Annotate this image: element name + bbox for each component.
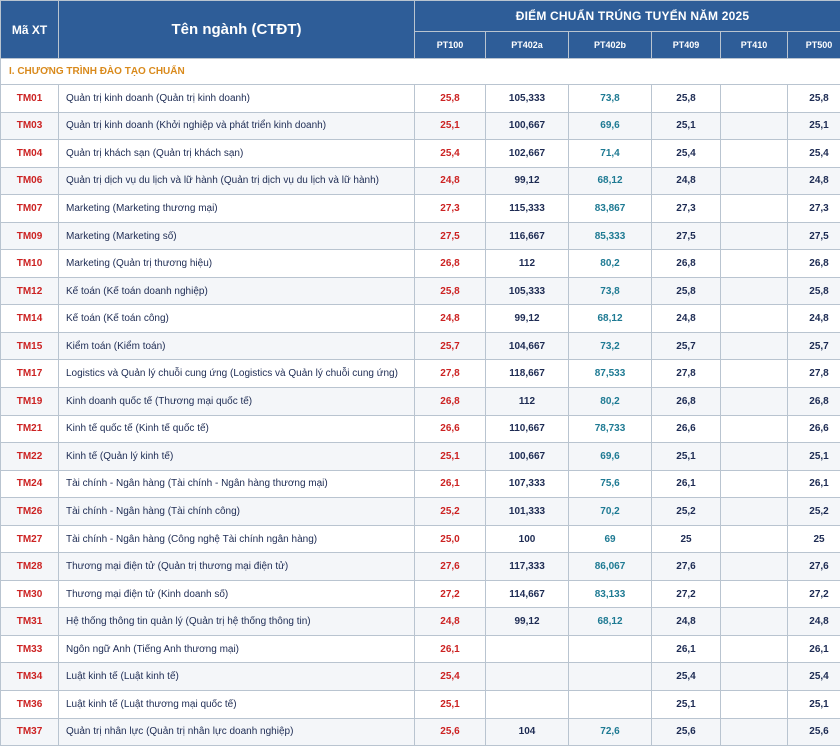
pt100-score-cell: 24,8 <box>415 167 486 195</box>
pt100-score-cell: 25,1 <box>415 112 486 140</box>
program-name-cell: Quản trị kinh doanh (Khởi nghiệp và phát triển kinh doanh) <box>59 112 415 140</box>
program-name-cell: Quản trị nhân lực (Quản trị nhân lực doanh nghiệp) <box>59 718 415 746</box>
program-name-cell: Tài chính - Ngân hàng (Công nghệ Tài chính ngân hàng) <box>59 525 415 553</box>
pt402b-score-cell: 85,333 <box>569 222 652 250</box>
pt500-score-cell: 27,6 <box>788 553 840 581</box>
pt410-score-cell <box>721 525 788 553</box>
program-name-cell: Luật kinh tế (Luật thương mại quốc tế) <box>59 691 415 719</box>
pt402b-score-cell: 68,12 <box>569 608 652 636</box>
pt402a-column-header: PT402a <box>486 32 569 59</box>
pt402a-score-cell: 112 <box>486 250 569 278</box>
program-code-cell: TM22 <box>1 443 59 471</box>
table-row <box>1 663 840 691</box>
program-name-cell: Ngôn ngữ Anh (Tiếng Anh thương mại) <box>59 635 415 663</box>
table-row <box>1 388 840 416</box>
pt402b-score-cell: 72,6 <box>569 718 652 746</box>
table-row <box>1 222 840 250</box>
program-name-cell: Kế toán (Kế toán công) <box>59 305 415 333</box>
score-group-header: ĐIỂM CHUẨN TRÚNG TUYỂN NĂM 2025 <box>415 1 840 32</box>
pt100-score-cell: 25,4 <box>415 663 486 691</box>
code-column-header: Mã XT <box>1 1 59 59</box>
pt410-score-cell <box>721 85 788 113</box>
table-row <box>1 443 840 471</box>
pt410-score-cell <box>721 718 788 746</box>
pt409-score-cell: 25,8 <box>652 277 721 305</box>
pt500-score-cell: 27,5 <box>788 222 840 250</box>
program-name-cell: Kinh doanh quốc tế (Thương mại quốc tế) <box>59 388 415 416</box>
table-header <box>1 1 840 59</box>
pt500-score-cell: 26,8 <box>788 250 840 278</box>
pt100-score-cell: 27,5 <box>415 222 486 250</box>
pt402a-score-cell: 104,667 <box>486 332 569 360</box>
program-code-cell: TM30 <box>1 580 59 608</box>
table-row <box>1 167 840 195</box>
pt409-score-cell: 24,8 <box>652 167 721 195</box>
program-code-cell: TM33 <box>1 635 59 663</box>
pt409-score-cell: 25,2 <box>652 498 721 526</box>
pt402a-score-cell: 110,667 <box>486 415 569 443</box>
pt409-score-cell: 27,5 <box>652 222 721 250</box>
program-name-cell: Quản trị khách sạn (Quản trị khách sạn) <box>59 140 415 168</box>
pt402a-score-cell: 100,667 <box>486 112 569 140</box>
pt402b-score-cell <box>569 635 652 663</box>
pt402b-score-cell: 69 <box>569 525 652 553</box>
pt500-score-cell: 25,4 <box>788 140 840 168</box>
pt402a-score-cell: 100 <box>486 525 569 553</box>
pt500-score-cell: 26,1 <box>788 635 840 663</box>
pt409-score-cell: 25,8 <box>652 85 721 113</box>
pt500-score-cell: 25,7 <box>788 332 840 360</box>
pt500-score-cell: 25,1 <box>788 443 840 471</box>
program-name-cell: Tài chính - Ngân hàng (Tài chính - Ngân hàng thương mại) <box>59 470 415 498</box>
program-name-cell: Kinh tế (Quản lý kinh tế) <box>59 443 415 471</box>
pt410-score-cell <box>721 167 788 195</box>
pt410-score-cell <box>721 415 788 443</box>
pt402b-score-cell: 73,8 <box>569 277 652 305</box>
pt500-score-cell: 26,6 <box>788 415 840 443</box>
pt500-score-cell: 25,1 <box>788 112 840 140</box>
pt100-score-cell: 25,0 <box>415 525 486 553</box>
pt409-score-cell: 25,4 <box>652 663 721 691</box>
program-name-cell: Logistics và Quản lý chuỗi cung ứng (Logistics và Quản lý chuỗi cung ứng) <box>59 360 415 388</box>
table-row <box>1 277 840 305</box>
pt100-score-cell: 25,8 <box>415 85 486 113</box>
pt409-score-cell: 25,1 <box>652 112 721 140</box>
pt409-score-cell: 26,8 <box>652 250 721 278</box>
program-name-cell: Hệ thống thông tin quản lý (Quản trị hệ thống thông tin) <box>59 608 415 636</box>
pt100-score-cell: 25,8 <box>415 277 486 305</box>
pt409-score-cell: 26,1 <box>652 635 721 663</box>
table-row <box>1 691 840 719</box>
pt500-score-cell: 25,4 <box>788 663 840 691</box>
pt402a-score-cell: 118,667 <box>486 360 569 388</box>
pt409-column-header: PT409 <box>652 32 721 59</box>
program-code-cell: TM31 <box>1 608 59 636</box>
pt100-score-cell: 26,1 <box>415 635 486 663</box>
pt402b-score-cell: 75,6 <box>569 470 652 498</box>
program-code-cell: TM26 <box>1 498 59 526</box>
pt402a-score-cell: 99,12 <box>486 305 569 333</box>
program-code-cell: TM21 <box>1 415 59 443</box>
pt410-score-cell <box>721 112 788 140</box>
pt409-score-cell: 25,4 <box>652 140 721 168</box>
program-code-cell: TM10 <box>1 250 59 278</box>
pt100-score-cell: 24,8 <box>415 608 486 636</box>
pt402a-score-cell <box>486 691 569 719</box>
pt100-score-cell: 24,8 <box>415 305 486 333</box>
program-name-cell: Luật kinh tế (Luật kinh tế) <box>59 663 415 691</box>
section-title: I. CHƯƠNG TRÌNH ĐÀO TẠO CHUẨN <box>1 59 840 85</box>
pt500-score-cell: 26,8 <box>788 388 840 416</box>
program-name-cell: Quản trị kinh doanh (Quản trị kinh doanh) <box>59 85 415 113</box>
pt402b-score-cell: 83,133 <box>569 580 652 608</box>
program-code-cell: TM03 <box>1 112 59 140</box>
pt100-score-cell: 26,1 <box>415 470 486 498</box>
pt409-score-cell: 25,7 <box>652 332 721 360</box>
table-row <box>1 360 840 388</box>
pt100-score-cell: 26,8 <box>415 388 486 416</box>
program-code-cell: TM09 <box>1 222 59 250</box>
pt402b-score-cell: 71,4 <box>569 140 652 168</box>
program-code-cell: TM34 <box>1 663 59 691</box>
pt100-score-cell: 27,3 <box>415 195 486 223</box>
program-name-cell: Kinh tế quốc tế (Kinh tế quốc tế) <box>59 415 415 443</box>
pt402a-score-cell: 117,333 <box>486 553 569 581</box>
pt402b-score-cell: 80,2 <box>569 250 652 278</box>
pt410-score-cell <box>721 443 788 471</box>
table-row <box>1 635 840 663</box>
table-row <box>1 525 840 553</box>
program-name-cell: Quản trị dịch vụ du lịch và lữ hành (Quản trị dịch vụ du lịch và lữ hành) <box>59 167 415 195</box>
program-code-cell: TM04 <box>1 140 59 168</box>
pt402b-score-cell: 87,533 <box>569 360 652 388</box>
pt410-score-cell <box>721 195 788 223</box>
pt500-score-cell: 27,2 <box>788 580 840 608</box>
pt402b-score-cell: 73,2 <box>569 332 652 360</box>
pt409-score-cell: 25 <box>652 525 721 553</box>
pt100-score-cell: 26,6 <box>415 415 486 443</box>
pt410-score-cell <box>721 360 788 388</box>
pt500-score-cell: 25,1 <box>788 691 840 719</box>
pt402b-score-cell: 78,733 <box>569 415 652 443</box>
program-code-cell: TM19 <box>1 388 59 416</box>
pt410-score-cell <box>721 140 788 168</box>
pt100-score-cell: 25,1 <box>415 691 486 719</box>
table-row <box>1 305 840 333</box>
table-row <box>1 580 840 608</box>
program-code-cell: TM14 <box>1 305 59 333</box>
pt100-score-cell: 26,8 <box>415 250 486 278</box>
pt100-score-cell: 27,2 <box>415 580 486 608</box>
pt409-score-cell: 26,8 <box>652 388 721 416</box>
pt402b-score-cell <box>569 691 652 719</box>
table-row <box>1 332 840 360</box>
pt402b-score-cell: 68,12 <box>569 167 652 195</box>
pt410-score-cell <box>721 553 788 581</box>
pt410-score-cell <box>721 663 788 691</box>
pt402a-score-cell <box>486 635 569 663</box>
pt410-score-cell <box>721 608 788 636</box>
pt100-column-header: PT100 <box>415 32 486 59</box>
program-name-cell: Kế toán (Kế toán doanh nghiệp) <box>59 277 415 305</box>
pt100-score-cell: 25,6 <box>415 718 486 746</box>
table-row <box>1 250 840 278</box>
name-column-header: Tên ngành (CTĐT) <box>59 1 415 59</box>
table-row <box>1 415 840 443</box>
pt500-score-cell: 25,2 <box>788 498 840 526</box>
table-body <box>1 59 840 746</box>
section-row <box>1 59 840 85</box>
pt402b-score-cell: 86,067 <box>569 553 652 581</box>
pt402b-score-cell: 70,2 <box>569 498 652 526</box>
pt500-score-cell: 24,8 <box>788 608 840 636</box>
pt500-column-header: PT500 <box>788 32 840 59</box>
program-code-cell: TM37 <box>1 718 59 746</box>
pt409-score-cell: 24,8 <box>652 305 721 333</box>
pt402a-score-cell: 115,333 <box>486 195 569 223</box>
pt402b-score-cell: 80,2 <box>569 388 652 416</box>
pt409-score-cell: 27,3 <box>652 195 721 223</box>
pt410-score-cell <box>721 250 788 278</box>
program-code-cell: TM28 <box>1 553 59 581</box>
pt100-score-cell: 25,7 <box>415 332 486 360</box>
program-code-cell: TM36 <box>1 691 59 719</box>
pt410-score-cell <box>721 635 788 663</box>
pt500-score-cell: 25 <box>788 525 840 553</box>
pt500-score-cell: 26,1 <box>788 470 840 498</box>
pt402a-score-cell: 105,333 <box>486 277 569 305</box>
program-code-cell: TM07 <box>1 195 59 223</box>
program-code-cell: TM24 <box>1 470 59 498</box>
table-row <box>1 195 840 223</box>
pt409-score-cell: 25,1 <box>652 443 721 471</box>
pt409-score-cell: 26,6 <box>652 415 721 443</box>
table-row <box>1 608 840 636</box>
program-code-cell: TM01 <box>1 85 59 113</box>
program-name-cell: Marketing (Marketing số) <box>59 222 415 250</box>
pt402b-score-cell: 69,6 <box>569 443 652 471</box>
pt402a-score-cell: 105,333 <box>486 85 569 113</box>
pt409-score-cell: 25,1 <box>652 691 721 719</box>
pt500-score-cell: 25,8 <box>788 85 840 113</box>
pt402b-score-cell: 68,12 <box>569 305 652 333</box>
pt402b-score-cell: 69,6 <box>569 112 652 140</box>
pt409-score-cell: 24,8 <box>652 608 721 636</box>
table-row <box>1 498 840 526</box>
pt402a-score-cell <box>486 663 569 691</box>
pt410-score-cell <box>721 388 788 416</box>
program-code-cell: TM27 <box>1 525 59 553</box>
pt402b-column-header: PT402b <box>569 32 652 59</box>
program-code-cell: TM06 <box>1 167 59 195</box>
pt409-score-cell: 26,1 <box>652 470 721 498</box>
program-code-cell: TM12 <box>1 277 59 305</box>
pt100-score-cell: 25,4 <box>415 140 486 168</box>
pt100-score-cell: 25,2 <box>415 498 486 526</box>
pt409-score-cell: 27,8 <box>652 360 721 388</box>
pt410-column-header: PT410 <box>721 32 788 59</box>
table-row <box>1 85 840 113</box>
pt402a-score-cell: 100,667 <box>486 443 569 471</box>
pt402a-score-cell: 101,333 <box>486 498 569 526</box>
pt100-score-cell: 25,1 <box>415 443 486 471</box>
pt402a-score-cell: 116,667 <box>486 222 569 250</box>
pt500-score-cell: 24,8 <box>788 167 840 195</box>
table-row <box>1 553 840 581</box>
program-code-cell: TM15 <box>1 332 59 360</box>
pt410-score-cell <box>721 222 788 250</box>
pt409-score-cell: 27,6 <box>652 553 721 581</box>
pt402a-score-cell: 107,333 <box>486 470 569 498</box>
pt402a-score-cell: 114,667 <box>486 580 569 608</box>
table-row <box>1 470 840 498</box>
program-name-cell: Marketing (Quản trị thương hiệu) <box>59 250 415 278</box>
pt410-score-cell <box>721 277 788 305</box>
pt402b-score-cell: 83,867 <box>569 195 652 223</box>
program-name-cell: Thương mại điện tử (Kinh doanh số) <box>59 580 415 608</box>
pt410-score-cell <box>721 498 788 526</box>
pt402a-score-cell: 104 <box>486 718 569 746</box>
pt410-score-cell <box>721 470 788 498</box>
pt409-score-cell: 25,6 <box>652 718 721 746</box>
pt402a-score-cell: 99,12 <box>486 167 569 195</box>
table-row <box>1 112 840 140</box>
pt410-score-cell <box>721 332 788 360</box>
program-name-cell: Tài chính - Ngân hàng (Tài chính công) <box>59 498 415 526</box>
table-row <box>1 140 840 168</box>
pt410-score-cell <box>721 580 788 608</box>
pt402b-score-cell <box>569 663 652 691</box>
pt410-score-cell <box>721 691 788 719</box>
pt500-score-cell: 27,3 <box>788 195 840 223</box>
pt100-score-cell: 27,8 <box>415 360 486 388</box>
pt402a-score-cell: 112 <box>486 388 569 416</box>
pt100-score-cell: 27,6 <box>415 553 486 581</box>
pt402b-score-cell: 73,8 <box>569 85 652 113</box>
pt402a-score-cell: 99,12 <box>486 608 569 636</box>
pt500-score-cell: 27,8 <box>788 360 840 388</box>
table-row <box>1 718 840 746</box>
pt410-score-cell <box>721 305 788 333</box>
program-code-cell: TM17 <box>1 360 59 388</box>
program-name-cell: Thương mại điện tử (Quản trị thương mại điện tử) <box>59 553 415 581</box>
program-name-cell: Kiểm toán (Kiểm toán) <box>59 332 415 360</box>
pt402a-score-cell: 102,667 <box>486 140 569 168</box>
pt500-score-cell: 25,8 <box>788 277 840 305</box>
pt409-score-cell: 27,2 <box>652 580 721 608</box>
pt500-score-cell: 24,8 <box>788 305 840 333</box>
program-name-cell: Marketing (Marketing thương mại) <box>59 195 415 223</box>
pt500-score-cell: 25,6 <box>788 718 840 746</box>
